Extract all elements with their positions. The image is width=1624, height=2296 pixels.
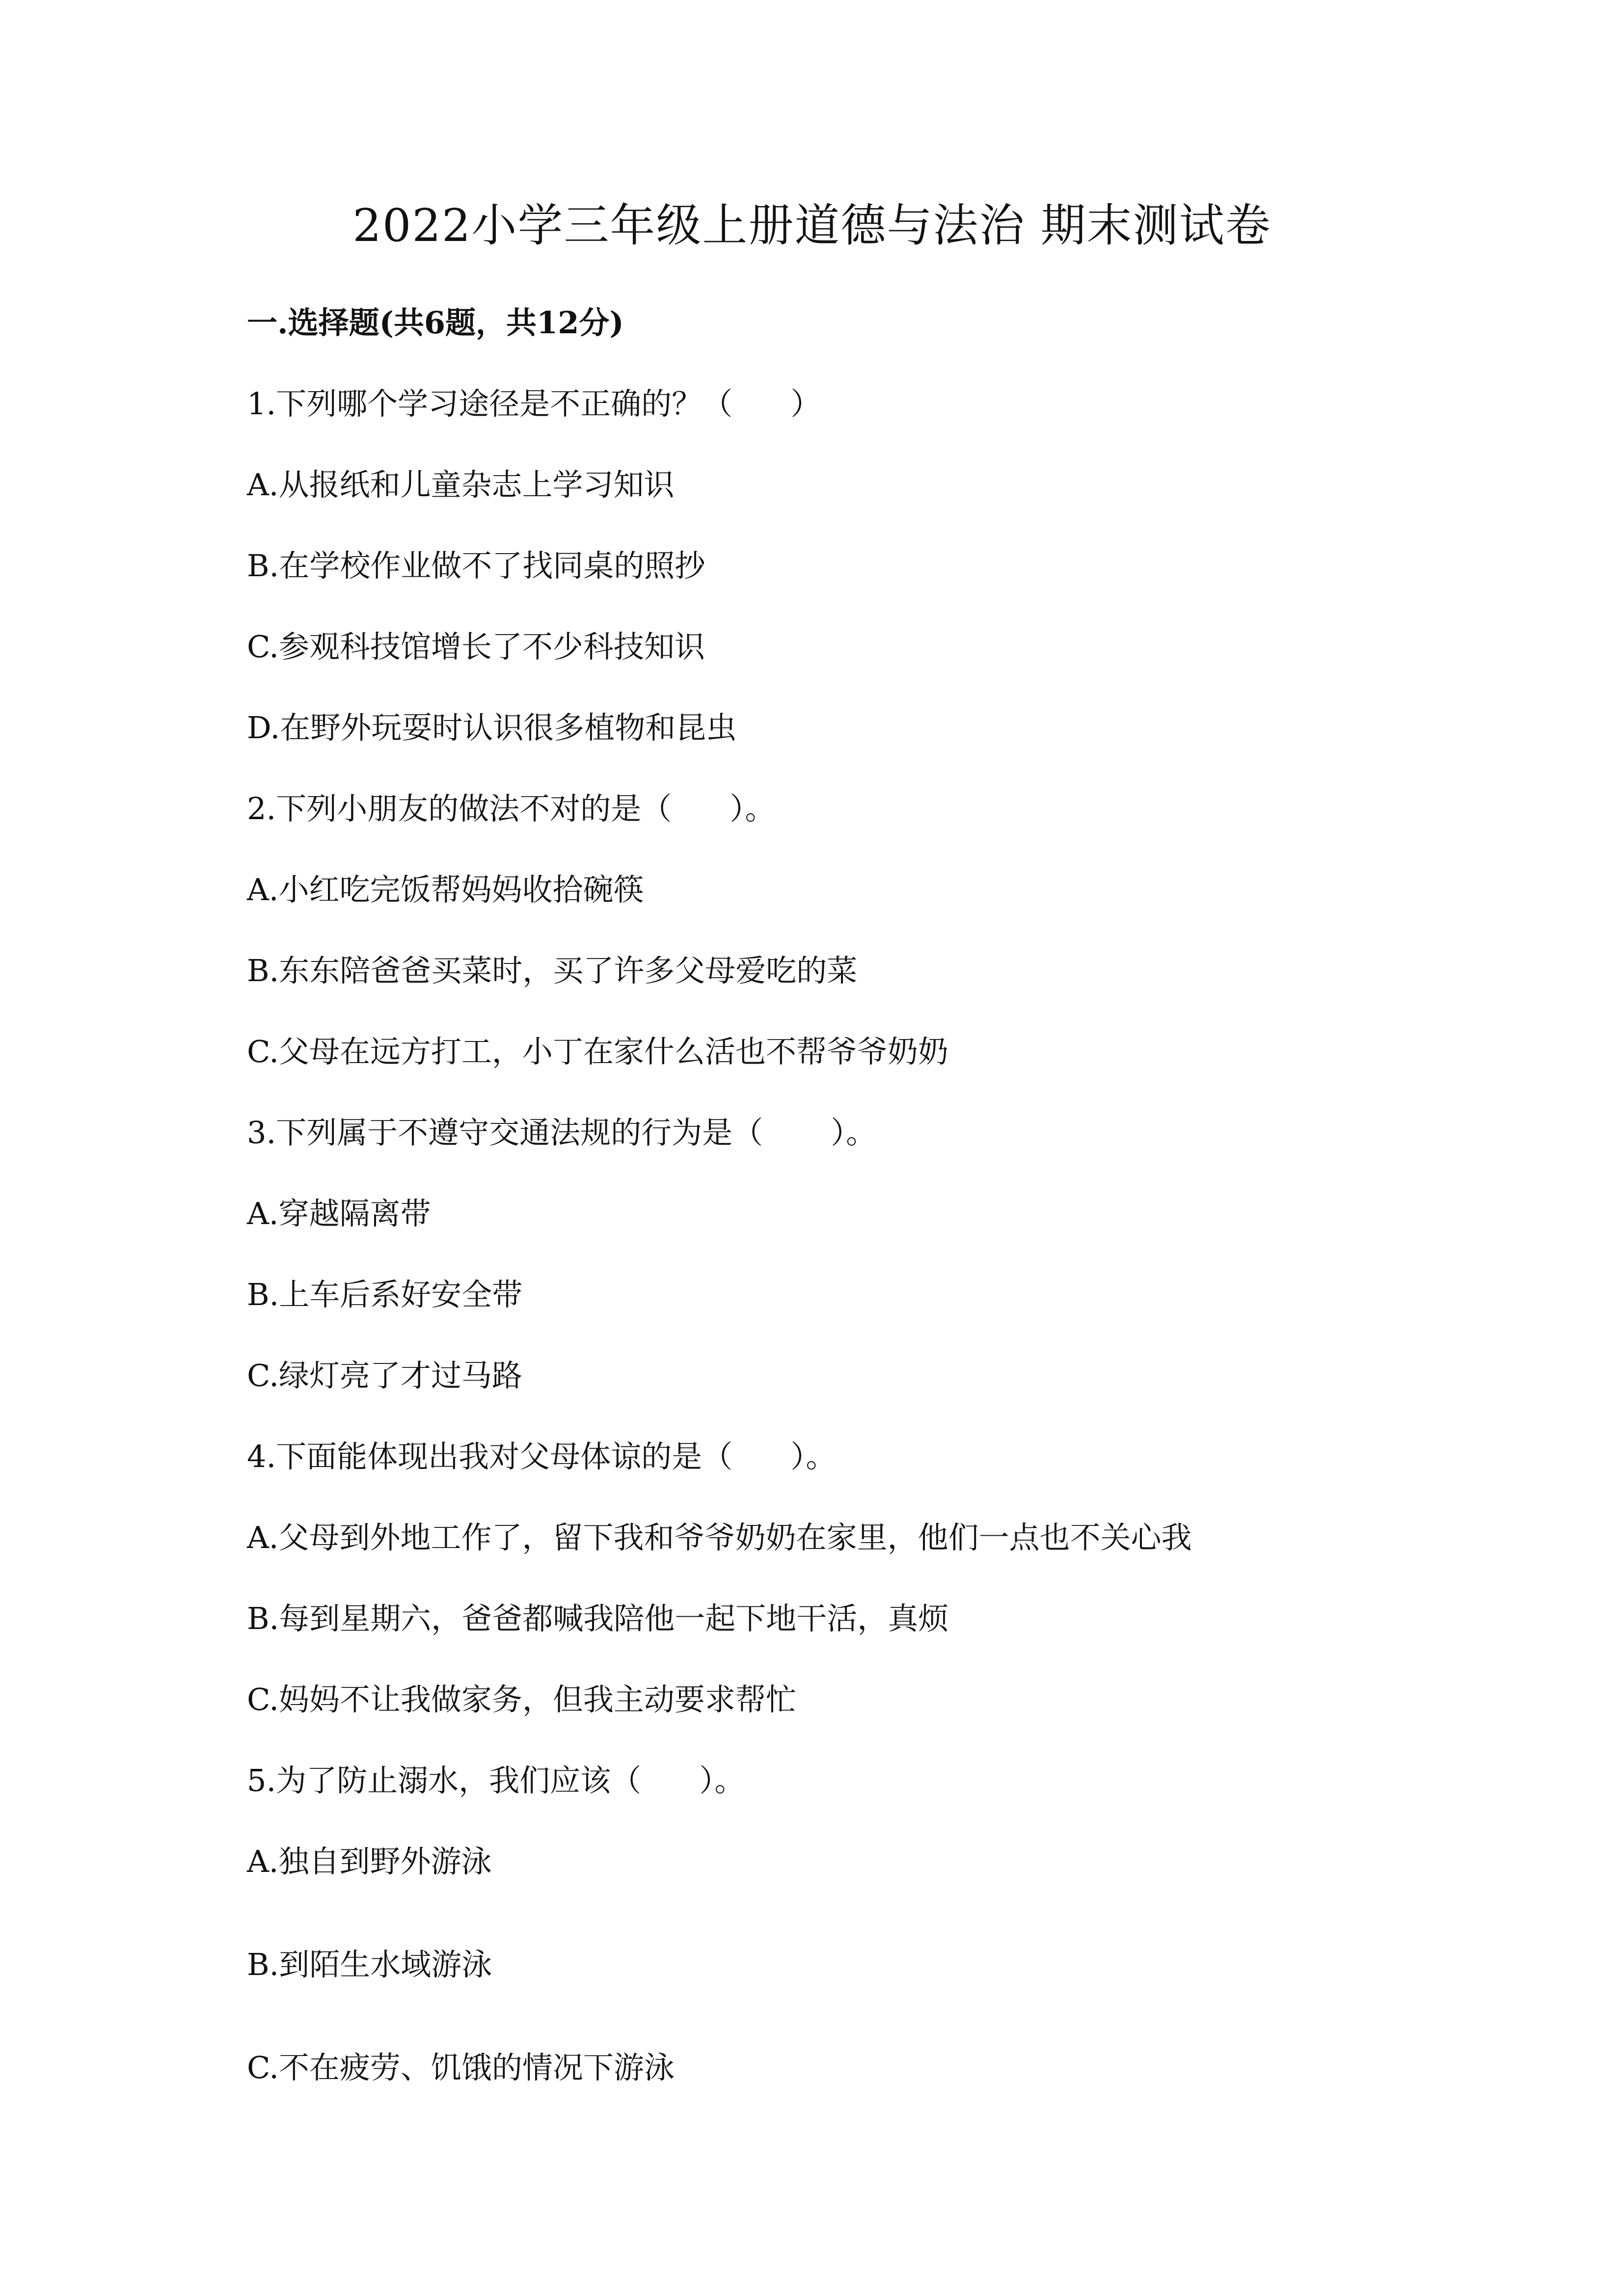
question-3-option-a: A.穿越隔离带: [247, 1196, 431, 1231]
question-2-option-c: C.父母在远方打工，小丁在家什么活也不帮爷爷奶奶: [247, 1034, 948, 1069]
question-1-option-d: D.在野外玩耍时认识很多植物和昆虫: [247, 710, 737, 746]
question-5-stem: 5.为了防止溺水，我们应该（ ）。: [247, 1762, 745, 1798]
question-4-option-b: B.每到星期六，爸爸都喊我陪他一起下地干活，真烦: [247, 1601, 949, 1636]
question-3-option-c: C.绿灯亮了才过马路: [247, 1358, 522, 1393]
question-2-option-a: A.小红吃完饭帮妈妈收拾碗筷: [247, 872, 644, 908]
question-3-option-b: B.上车后系好安全带: [247, 1277, 523, 1312]
question-4-stem: 4.下面能体现出我对父母体谅的是（ ）。: [247, 1439, 837, 1474]
question-4-option-a: A.父母到外地工作了，留下我和爷爷奶奶在家里，他们一点也不关心我: [247, 1520, 1192, 1555]
question-5-option-a: A.独自到野外游泳: [247, 1843, 492, 1879]
question-1-option-a: A.从报纸和儿童杂志上学习知识: [247, 467, 675, 503]
question-4-option-c: C.妈妈不让我做家务，但我主动要求帮忙: [247, 1682, 796, 1717]
question-1-stem: 1.下列哪个学习途径是不正确的？（ ）: [247, 386, 821, 422]
question-2-option-b: B.东东陪爸爸买菜时，买了许多父母爱吃的菜: [247, 953, 858, 988]
section-header: 一.选择题(共6题，共12分): [247, 305, 624, 341]
question-5-option-c: C.不在疲劳、饥饿的情况下游泳: [247, 2050, 675, 2085]
question-1-option-c: C.参观科技馆增长了不少科技知识: [247, 629, 705, 665]
question-1-option-b: B.在学校作业做不了找同桌的照抄: [247, 548, 705, 584]
question-5-option-b: B.到陌生水域游泳: [247, 1947, 492, 1982]
question-3-stem: 3.下列属于不遵守交通法规的行为是（ ）。: [247, 1115, 877, 1150]
question-2-stem: 2.下列小朋友的做法不对的是（ ）。: [247, 791, 776, 827]
page-title: 2022小学三年级上册道德与法治 期末测试卷: [352, 199, 1272, 252]
